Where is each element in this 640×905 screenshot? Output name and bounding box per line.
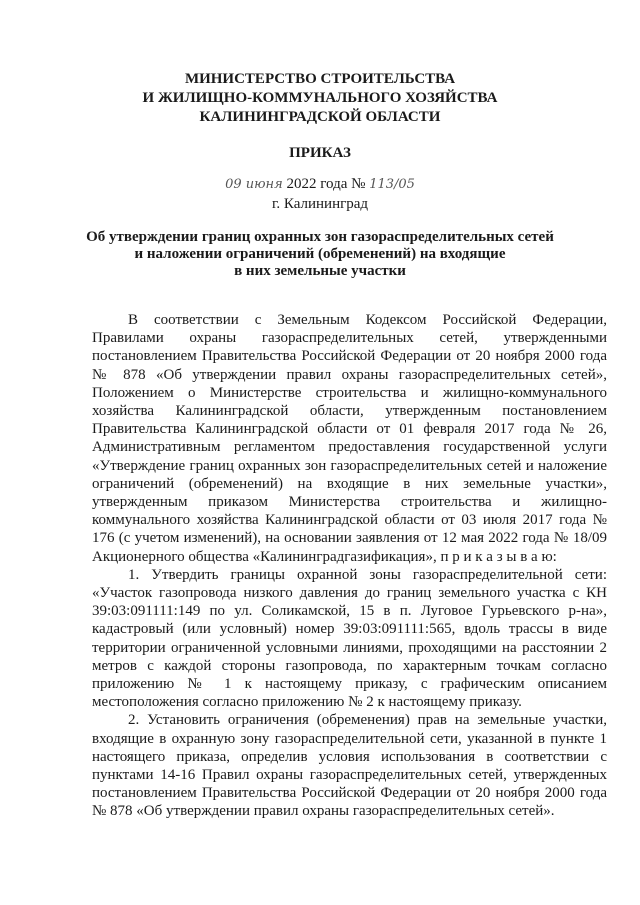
order-year-text: 2022 года №	[286, 176, 366, 192]
item-2-paragraph: 2. Установить ограничения (обременения) прав на земельные участки, входящие в охранную зону газораспределительной сети, указанной в пункте 1 настоящего приказа, определив условия использования в соответствии с пунктами 14-16 Правил охраны газораспределительных сетей, утвержденных постановлением Правительства Российской Федерации от 20 ноября 2000 года № 878 «Об утверждении правил охраны газораспределительных сетей».	[92, 712, 607, 820]
ministry-line-1: МИНИСТЕРСТВО СТРОИТЕЛЬСТВА	[184, 71, 456, 87]
order-body	[92, 311, 607, 821]
subject-line-1: Об утверждении границ охранных зон газораспределительных сетей	[86, 229, 554, 245]
order-title: ПРИКАЗ	[289, 145, 351, 161]
handwritten-date: 09 июня	[225, 177, 283, 192]
ministry-header	[0, 70, 640, 127]
order-city: г. Калининград	[271, 196, 369, 212]
order-subject	[0, 229, 640, 280]
subject-line-3: в них земельные участки	[234, 263, 406, 279]
order-date-number	[0, 176, 640, 193]
ministry-line-3: КАЛИНИНГРАДСКОЙ ОБЛАСТИ	[199, 109, 441, 125]
preamble-paragraph: В соответствии с Земельным Кодексом Российской Федерации, Правилами охраны газораспределительных сетей, утвержденными постановлением Правительства Российской Федерации от 20 ноября 2000 года № 878 «Об утверждении правил охраны газораспределительных сетей», Положением о Министерстве строительства и жилищно-коммунального хозяйства Калининградской области, утвержденным постановлением Правительства Калининградской области от 01 февраля 2017 года № 26, Административным регламентом предоставления государственной услуги «Утверждение границ охранных зон газораспределительных сетей и наложение ограничений (обременений) на входящие в них земельные участки», утвержденным приказом Министерства строительства и жилищно-коммунального хозяйства Калининградской области от 03 июля 2017 года № 176 (с учетом изменений), на основании заявления от 12 мая 2022 года № 18/09 Акционерного общества «Калининградгазификация», п р и к а з ы в а ю:	[92, 312, 607, 565]
subject-line-2: и наложении ограничений (обременений) на входящие	[134, 246, 506, 262]
item-1-paragraph: 1. Утвердить границы охранной зоны газораспределительной сети: «Участок газопровода низкого давления до границ земельного участка с КН 39:03:091111:149 по ул. Соликамской, 15 в п. Луговое Гурьевского р-на», кадастровый (или условный) номер 39:03:091111:565, вдоль трассы в виде территории ограниченной условными линиями, проходящими на расстоянии 2 метров с каждой стороны газопровода, по характерным точкам согласно приложению № 1 к настоящему приказу, с графическим описанием местоположения согласно приложению № 2 к настоящему приказу.	[92, 566, 607, 711]
handwritten-order-number: 113/05	[369, 177, 415, 192]
ministry-line-2: И ЖИЛИЩНО-КОММУНАЛЬНОГО ХОЗЯЙСТВА	[142, 90, 498, 106]
